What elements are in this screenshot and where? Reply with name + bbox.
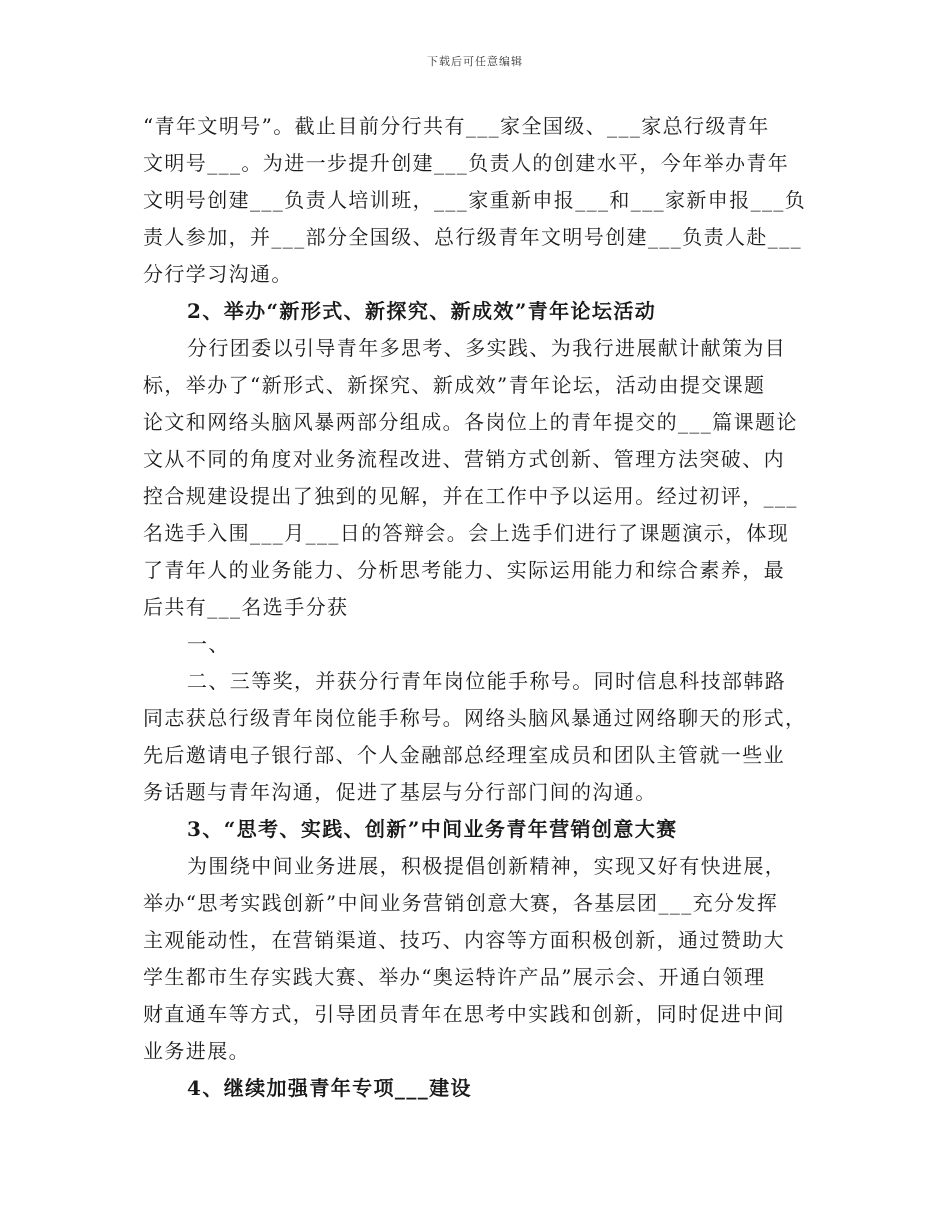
paragraph-line: 文从不同的角度对业务流程改进、营销方式创新、管理方法突破、内 <box>143 447 785 471</box>
paragraph-line: 学生都市生存实践大赛、举办“奥运特许产品”展示会、开通白领理 <box>143 965 766 989</box>
page-header: 下载后可任意编辑 <box>427 55 523 68</box>
paragraph-line: 文明号创建___负责人培训班，___家重新申报___和___家新申报___负 <box>143 188 807 212</box>
paragraph-line: 主观能动性，在营销渠道、技巧、内容等方面积极创新，通过赞助大 <box>143 928 785 952</box>
paragraph-line: 财直通车等方式，引导团员青年在思考中实践和创新，同时促进中间 <box>143 1002 785 1026</box>
paragraph-line: 分行学习沟通。 <box>143 262 293 286</box>
paragraph-line: 文明号___。为进一步提升创建___负责人的创建水平，今年举办青年 <box>143 151 790 175</box>
paragraph-line: 控合规建设提出了独到的见解，并在工作中予以运用。经过初评，___ <box>143 484 798 508</box>
paragraph-line: 名选手入围___月___日的答辩会。会上选手们进行了课题演示，体现 <box>143 521 790 545</box>
section-heading: 3、“思考、实践、创新”中间业务青年营销创意大赛 <box>187 817 678 841</box>
paragraph-line: 一、 <box>187 632 230 656</box>
paragraph-line: 二、三等奖，并获分行青年岗位能手称号。同时信息科技部韩路 <box>187 669 787 693</box>
paragraph-line: 责人参加，并___部分全国级、总行级青年文明号创建___负责人赴___ <box>143 225 802 249</box>
paragraph-line: 先后邀请电子银行部、个人金融部总经理室成员和团队主管就一些业 <box>143 743 785 767</box>
paragraph-line: 了青年人的业务能力、分析思考能力、实际运用能力和综合素养，最 <box>143 558 785 582</box>
paragraph-line: 后共有___名选手分获 <box>143 595 349 619</box>
paragraph-line: 分行团委以引导青年多思考、多实践、为我行进展献计献策为目 <box>187 336 787 360</box>
paragraph-line: 标，举办了“新形式、新探究、新成效”青年论坛，活动由提交课题 <box>143 373 766 397</box>
paragraph-line: 业务进展。 <box>143 1039 250 1063</box>
paragraph-line: 为围绕中间业务进展，积极提倡创新精神，实现又好有快进展， <box>187 854 787 878</box>
paragraph-line: 举办“思考实践创新”中间业务营销创意大赛，各基层团___充分发挥 <box>143 891 779 915</box>
paragraph-line: 论文和网络头脑风暴两部分组成。各岗位上的青年提交的___篇课题论 <box>143 410 798 434</box>
paragraph-line: 同志获总行级青年岗位能手称号。网络头脑风暴通过网络聊天的形式， <box>143 706 807 730</box>
section-heading: 2、举办“新形式、新探究、新成效”青年论坛活动 <box>187 299 657 323</box>
section-heading: 4、继续加强青年专项___建设 <box>187 1076 472 1100</box>
paragraph-line: 务话题与青年沟通，促进了基层与分行部门间的沟通。 <box>143 780 657 804</box>
paragraph-line: “青年文明号”。截止目前分行共有___家全国级、___家总行级青年 <box>143 114 770 138</box>
document-body <box>143 108 811 1107</box>
